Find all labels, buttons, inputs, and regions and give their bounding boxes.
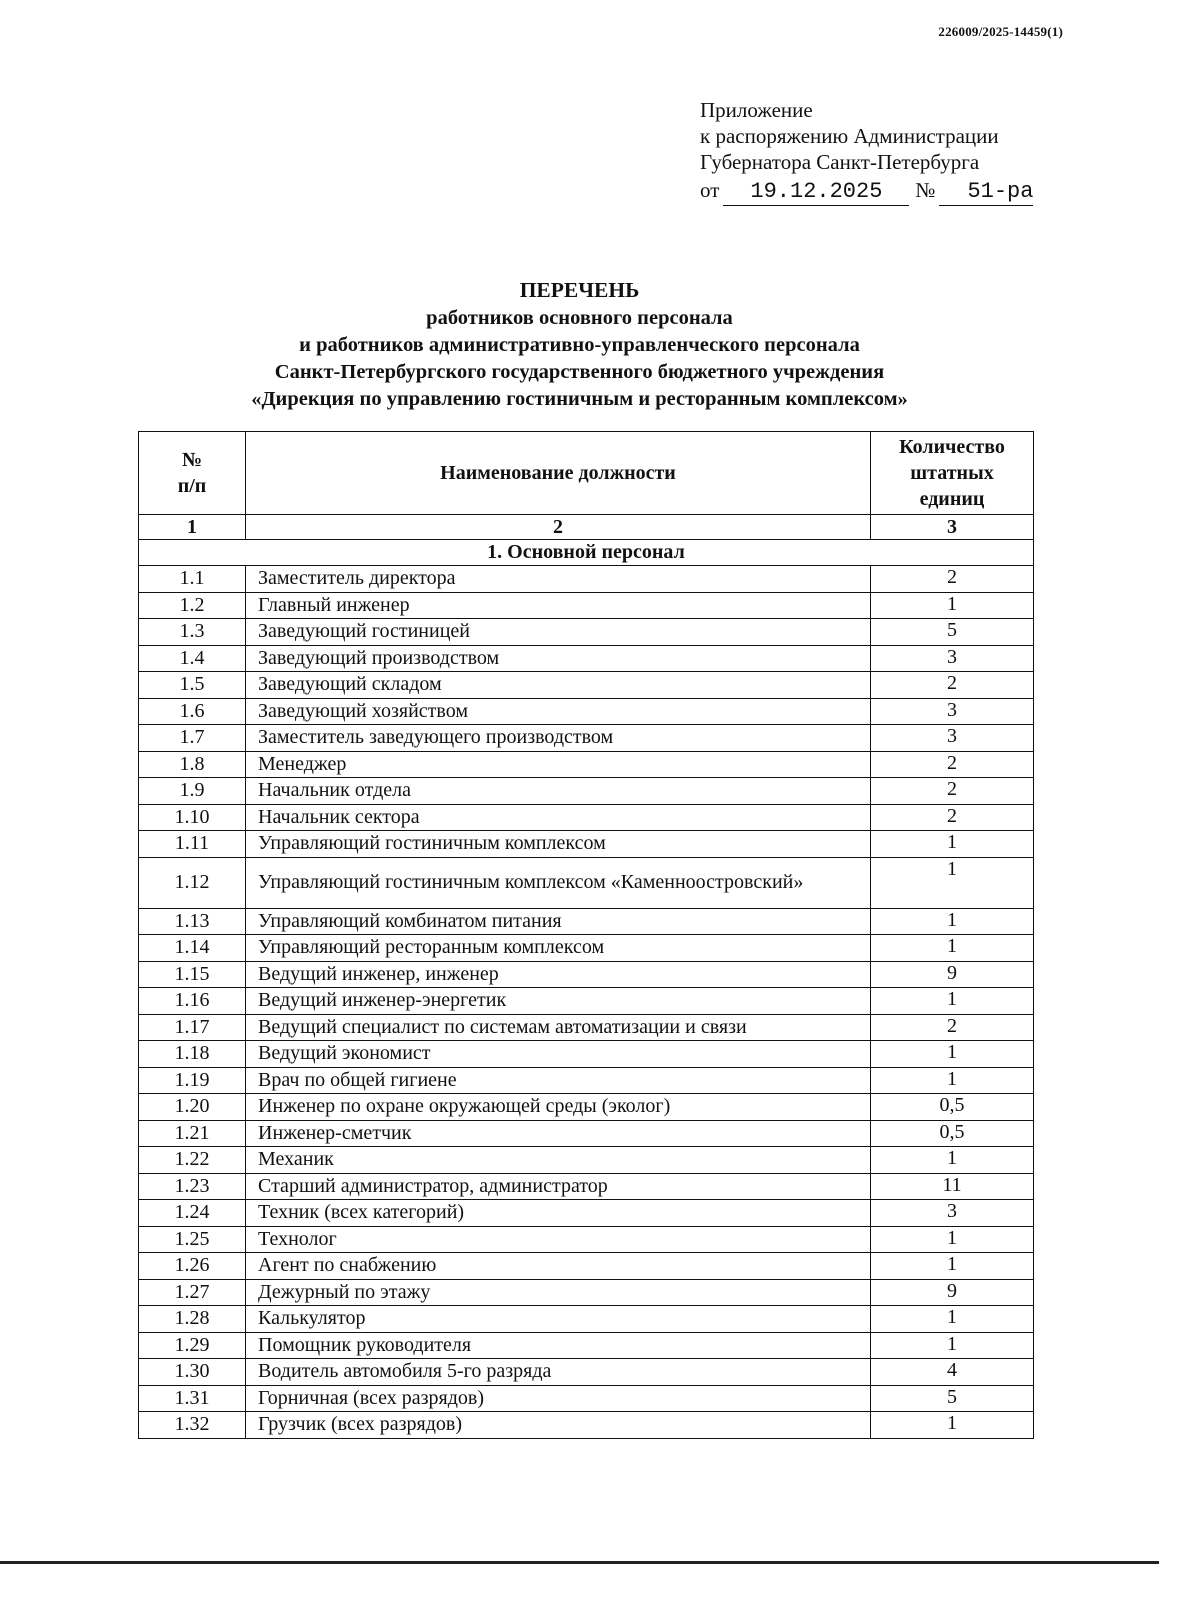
position-name: Заведующий складом <box>246 672 871 699</box>
staff-units: 3 <box>871 698 1034 725</box>
table-row <box>139 672 1034 699</box>
staff-units: 5 <box>871 619 1034 646</box>
header-name: Наименование должности <box>246 432 871 515</box>
table-row <box>139 698 1034 725</box>
column-number: 1 <box>139 515 246 540</box>
document-heading <box>0 277 1159 413</box>
header-num-line-2: п/п <box>177 475 207 497</box>
position-name: Ведущий специалист по системам автоматизации и связи <box>246 1014 871 1041</box>
position-name: Грузчик (всех разрядов) <box>246 1412 871 1439</box>
table-row <box>139 804 1034 831</box>
position-name: Помощник руководителя <box>246 1332 871 1359</box>
row-number: 1.12 <box>139 857 246 908</box>
staff-units: 1 <box>871 1332 1034 1359</box>
table-row <box>139 1412 1034 1439</box>
position-name: Ведущий экономист <box>246 1041 871 1068</box>
header-qty-line-2: штатных <box>910 462 994 484</box>
staff-units: 1 <box>871 1306 1034 1333</box>
table-row <box>139 751 1034 778</box>
staff-units: 1 <box>871 1226 1034 1253</box>
staff-units: 1 <box>871 935 1034 962</box>
row-number: 1.9 <box>139 778 246 805</box>
header-qty <box>871 432 1034 515</box>
staff-table <box>138 431 1034 1439</box>
position-name: Заведующий гостиницей <box>246 619 871 646</box>
header-qty-line-1: Количество <box>899 436 1005 458</box>
row-number: 1.7 <box>139 725 246 752</box>
table-row <box>139 1173 1034 1200</box>
table-row <box>139 1067 1034 1094</box>
position-name: Менеджер <box>246 751 871 778</box>
staff-units: 1 <box>871 908 1034 935</box>
row-number: 1.17 <box>139 1014 246 1041</box>
row-number: 1.14 <box>139 935 246 962</box>
appendix-block <box>700 97 1033 206</box>
appendix-line-1: Приложение <box>700 98 813 122</box>
position-name: Ведущий инженер-энергетик <box>246 988 871 1015</box>
position-name: Агент по снабжению <box>246 1253 871 1280</box>
staff-units: 4 <box>871 1359 1034 1386</box>
row-number: 1.20 <box>139 1094 246 1121</box>
staff-units: 9 <box>871 1279 1034 1306</box>
row-number: 1.24 <box>139 1200 246 1227</box>
table-header-row <box>139 432 1034 515</box>
position-name: Управляющий комбинатом питания <box>246 908 871 935</box>
row-number: 1.2 <box>139 592 246 619</box>
staff-units: 1 <box>871 1147 1034 1174</box>
staff-units: 1 <box>871 1253 1034 1280</box>
staff-units: 1 <box>871 592 1034 619</box>
page-title: ПЕРЕЧЕНЬ <box>519 278 640 302</box>
staff-units: 2 <box>871 672 1034 699</box>
staff-units: 11 <box>871 1173 1034 1200</box>
staff-units: 5 <box>871 1385 1034 1412</box>
table-row <box>139 988 1034 1015</box>
staff-units: 1 <box>871 857 1034 908</box>
staff-units: 3 <box>871 1200 1034 1227</box>
staff-units: 1 <box>871 1067 1034 1094</box>
row-number: 1.26 <box>139 1253 246 1280</box>
staff-units: 2 <box>871 778 1034 805</box>
table-row <box>139 1306 1034 1333</box>
row-number: 1.6 <box>139 698 246 725</box>
position-name: Инженер-сметчик <box>246 1120 871 1147</box>
position-name: Заведующий производством <box>246 645 871 672</box>
row-number: 1.19 <box>139 1067 246 1094</box>
staff-units: 9 <box>871 961 1034 988</box>
position-name: Главный инженер <box>246 592 871 619</box>
section-row <box>139 540 1034 566</box>
position-name: Управляющий гостиничным комплексом «Каменноостровский» <box>246 857 871 908</box>
position-name: Калькулятор <box>246 1306 871 1333</box>
date-prefix: от <box>700 178 720 202</box>
table-row <box>139 592 1034 619</box>
table-row <box>139 1253 1034 1280</box>
table-row <box>139 1359 1034 1386</box>
staff-units: 0,5 <box>871 1120 1034 1147</box>
row-number: 1.30 <box>139 1359 246 1386</box>
column-number-row <box>139 515 1034 540</box>
position-name: Технолог <box>246 1226 871 1253</box>
position-name: Заместитель директора <box>246 566 871 593</box>
document-id: 226009/2025-14459(1) <box>938 24 1063 39</box>
staff-units: 1 <box>871 1041 1034 1068</box>
row-number: 1.11 <box>139 831 246 858</box>
table-row <box>139 1200 1034 1227</box>
row-number: 1.1 <box>139 566 246 593</box>
position-name: Старший администратор, администратор <box>246 1173 871 1200</box>
heading-line-2: и работников административно-управленческого персонала <box>299 334 860 356</box>
row-number: 1.25 <box>139 1226 246 1253</box>
position-name: Начальник отдела <box>246 778 871 805</box>
position-name: Начальник сектора <box>246 804 871 831</box>
order-number: 51-ра <box>939 179 1033 206</box>
position-name: Врач по общей гигиене <box>246 1067 871 1094</box>
row-number: 1.4 <box>139 645 246 672</box>
table-row <box>139 619 1034 646</box>
position-name: Заместитель заведующего производством <box>246 725 871 752</box>
position-name: Заведующий хозяйством <box>246 698 871 725</box>
row-number: 1.13 <box>139 908 246 935</box>
table-row <box>139 778 1034 805</box>
page-bottom-border <box>0 1561 1159 1564</box>
row-number: 1.8 <box>139 751 246 778</box>
row-number: 1.21 <box>139 1120 246 1147</box>
position-name: Водитель автомобиля 5-го разряда <box>246 1359 871 1386</box>
header-num-line-1: № <box>181 449 203 471</box>
position-name: Дежурный по этажу <box>246 1279 871 1306</box>
row-number: 1.23 <box>139 1173 246 1200</box>
position-name: Управляющий гостиничным комплексом <box>246 831 871 858</box>
staff-units: 0,5 <box>871 1094 1034 1121</box>
table-row <box>139 1041 1034 1068</box>
position-name: Горничная (всех разрядов) <box>246 1385 871 1412</box>
staff-units: 1 <box>871 831 1034 858</box>
header-num <box>139 432 246 515</box>
staff-units: 3 <box>871 725 1034 752</box>
staff-units: 1 <box>871 1412 1034 1439</box>
table-row <box>139 1094 1034 1121</box>
position-name: Ведущий инженер, инженер <box>246 961 871 988</box>
row-number: 1.29 <box>139 1332 246 1359</box>
row-number: 1.3 <box>139 619 246 646</box>
table-row <box>139 1014 1034 1041</box>
table-row <box>139 1279 1034 1306</box>
staff-units: 2 <box>871 1014 1034 1041</box>
row-number: 1.15 <box>139 961 246 988</box>
heading-line-3: Санкт-Петербургского государственного бюджетного учреждения <box>274 361 885 383</box>
staff-units: 2 <box>871 804 1034 831</box>
row-number: 1.22 <box>139 1147 246 1174</box>
table-row <box>139 566 1034 593</box>
table-row <box>139 645 1034 672</box>
row-number: 1.16 <box>139 988 246 1015</box>
column-number: 2 <box>246 515 871 540</box>
heading-line-1: работников основного персонала <box>426 307 733 329</box>
row-number: 1.5 <box>139 672 246 699</box>
row-number: 1.32 <box>139 1412 246 1439</box>
table-row <box>139 961 1034 988</box>
table-row <box>139 1332 1034 1359</box>
row-number: 1.18 <box>139 1041 246 1068</box>
table-row <box>139 935 1034 962</box>
section-title: 1. Основной персонал <box>139 540 1034 566</box>
appendix-line-2: к распоряжению Администрации <box>700 124 999 148</box>
header-qty-line-3: единиц <box>919 488 985 510</box>
order-date: 19.12.2025 <box>723 179 909 206</box>
number-prefix: № <box>915 178 936 202</box>
table-row <box>139 1226 1034 1253</box>
row-number: 1.28 <box>139 1306 246 1333</box>
heading-line-4: «Дирекция по управлению гостиничным и ресторанным комплексом» <box>251 388 908 410</box>
row-number: 1.31 <box>139 1385 246 1412</box>
column-number: 3 <box>871 515 1034 540</box>
staff-units: 2 <box>871 751 1034 778</box>
staff-units: 2 <box>871 566 1034 593</box>
row-number: 1.27 <box>139 1279 246 1306</box>
staff-units: 1 <box>871 988 1034 1015</box>
position-name: Механик <box>246 1147 871 1174</box>
position-name: Управляющий ресторанным комплексом <box>246 935 871 962</box>
appendix-line-3: Губернатора Санкт-Петербурга <box>700 150 980 174</box>
position-name: Техник (всех категорий) <box>246 1200 871 1227</box>
table-row <box>139 1120 1034 1147</box>
table-row <box>139 725 1034 752</box>
table-row <box>139 1147 1034 1174</box>
appendix-date-row <box>700 177 1033 206</box>
table-row <box>139 857 1034 908</box>
table-row <box>139 908 1034 935</box>
row-number: 1.10 <box>139 804 246 831</box>
table-row <box>139 1385 1034 1412</box>
staff-units: 3 <box>871 645 1034 672</box>
table-row <box>139 831 1034 858</box>
position-name: Инженер по охране окружающей среды (эколог) <box>246 1094 871 1121</box>
